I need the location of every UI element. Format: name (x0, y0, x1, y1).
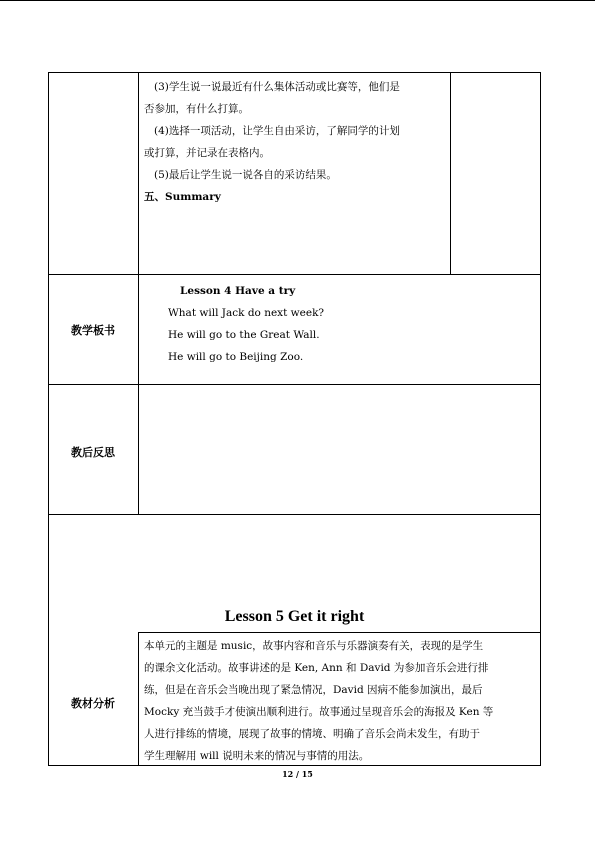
analysis-line: 学生理解用 will 说明未来的情况与事情的用法。 (144, 750, 370, 762)
board-line: He will go to Beijing Zoo. (168, 351, 304, 363)
row-divider (48, 274, 541, 275)
activity-step-3-line-1: (3)学生说一说最近有什么集体活动或比赛等，他们是 (154, 81, 400, 93)
analysis-label: 教材分析 (71, 697, 115, 710)
activity-step-5: (5)最后让学生说一说各自的采访结果。 (154, 169, 337, 181)
analysis-line: 的课余文化活动。故事讲述的是 Ken, Ann 和 David 为参加音乐会进行排 (144, 662, 489, 674)
board-line: He will go to the Great Wall. (168, 329, 320, 341)
activity-step-4-line-1: (4)选择一项活动，让学生自由采访，了解同学的计划 (154, 125, 400, 137)
board-line-title: Lesson 4 Have a try (180, 285, 296, 297)
row-divider (48, 384, 541, 385)
table-border-left (48, 72, 49, 766)
table-border-right (540, 72, 541, 766)
analysis-line: 本单元的主题是 music，故事内容和音乐与乐器演奏有关，表现的是学生 (144, 640, 484, 652)
reflection-label: 教后反思 (71, 446, 115, 459)
activity-step-3-line-2: 否参加，有什么打算。 (144, 103, 249, 115)
board-line: What will Jack do next week? (168, 307, 325, 319)
page-number: 12 / 15 (282, 769, 313, 779)
activity-step-4-line-2: 或打算，并记录在表格内。 (144, 147, 270, 159)
lesson-title: Lesson 5 Get it right (224, 608, 365, 625)
board-label: 教学板书 (71, 324, 115, 337)
analysis-line: Mocky 充当鼓手才使演出顺利进行。故事通过呈现音乐会的海报及 Ken 等 (144, 706, 494, 718)
summary-heading: 五、Summary (144, 191, 221, 203)
lesson-plan-table (48, 72, 541, 766)
column-divider (138, 632, 139, 766)
row-divider (48, 514, 541, 515)
column-divider (450, 72, 451, 274)
analysis-line: 练，但是在音乐会当晚出现了紧急情况，David 因病不能参加演出，最后 (144, 684, 483, 696)
page-top-rule (0, 0, 595, 1)
analysis-line: 人进行排练的情境，展现了故事的情境、明确了音乐会尚未发生，有助于 (144, 728, 480, 740)
column-divider (138, 72, 139, 514)
table-border-top (48, 72, 541, 73)
row-divider (138, 632, 541, 633)
